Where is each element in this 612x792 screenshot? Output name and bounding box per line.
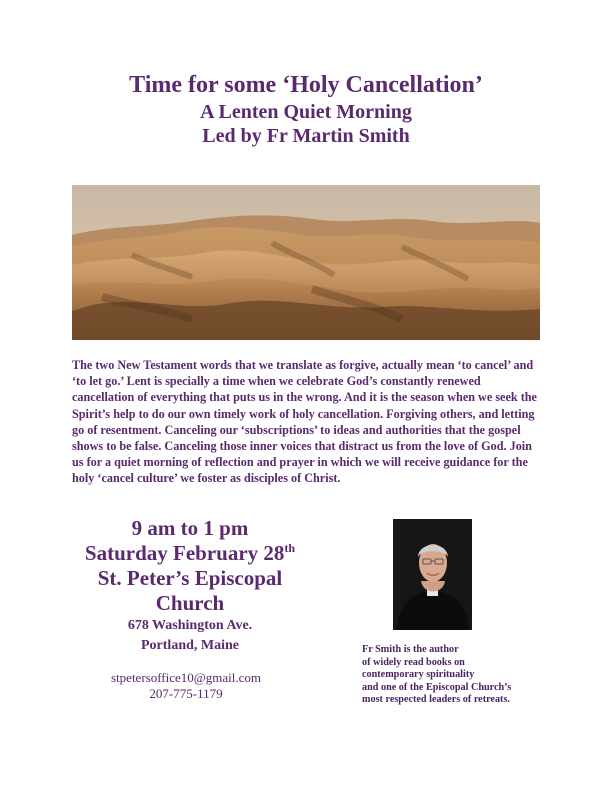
event-details [66, 516, 314, 656]
event-time: 9 am to 1 pm [131, 516, 249, 540]
flyer-subtitle: A Lenten Quiet Morning [200, 101, 412, 123]
caption-line: of widely read books on [362, 656, 465, 668]
event-venue-line1: St. Peter’s Episcopal [97, 566, 283, 590]
flyer-leader: Led by Fr Martin Smith [202, 125, 410, 147]
portrait-photo [393, 519, 472, 630]
caption-line: contemporary spirituality [362, 669, 475, 681]
contact-info [66, 670, 306, 702]
flyer-header [0, 70, 612, 148]
event-date-suffix: th [284, 541, 296, 555]
flyer-title: Time for some ‘Holy Cancellation’ [129, 72, 483, 98]
contact-email[interactable]: stpetersoffice10@gmail.com [111, 670, 261, 685]
caption-line: Fr Smith is the author [362, 644, 459, 655]
author-caption [362, 644, 562, 707]
caption-line: most respected leaders of retreats. [362, 694, 510, 706]
desert-landscape-image [72, 185, 540, 340]
event-street: 678 Washington Ave. [127, 618, 253, 633]
event-venue-line2: Church [155, 591, 225, 615]
event-date [66, 541, 314, 566]
event-date-main: Saturday February 28 [84, 541, 285, 565]
event-city: Portland, Maine [141, 638, 239, 653]
contact-phone: 207-775-1179 [149, 686, 223, 701]
description-paragraph: The two New Testament words that we translate as forgive, actually mean ‘to cancel’ and ‘to let go.’ Lent is specially a time when we celebrate God’s constantly renewed cancellation of everything that puts us in the wrong. And it is the season when we seek the Spirit’s help to do our own timely work of holy cancellation. Forgiving others, and letting go of resentment. Canceling our ‘subscriptions’ to ideas and authorities that the gospel shows to be false. Canceling those inner voices that distract us from the love of God. Join us for a quiet morning of reflection and prayer in which we will receive guidance for the holy ‘cancel culture’ we foster as disciples of Christ. [72, 358, 537, 486]
caption-line: and one of the Episcopal Church’s [362, 681, 512, 693]
